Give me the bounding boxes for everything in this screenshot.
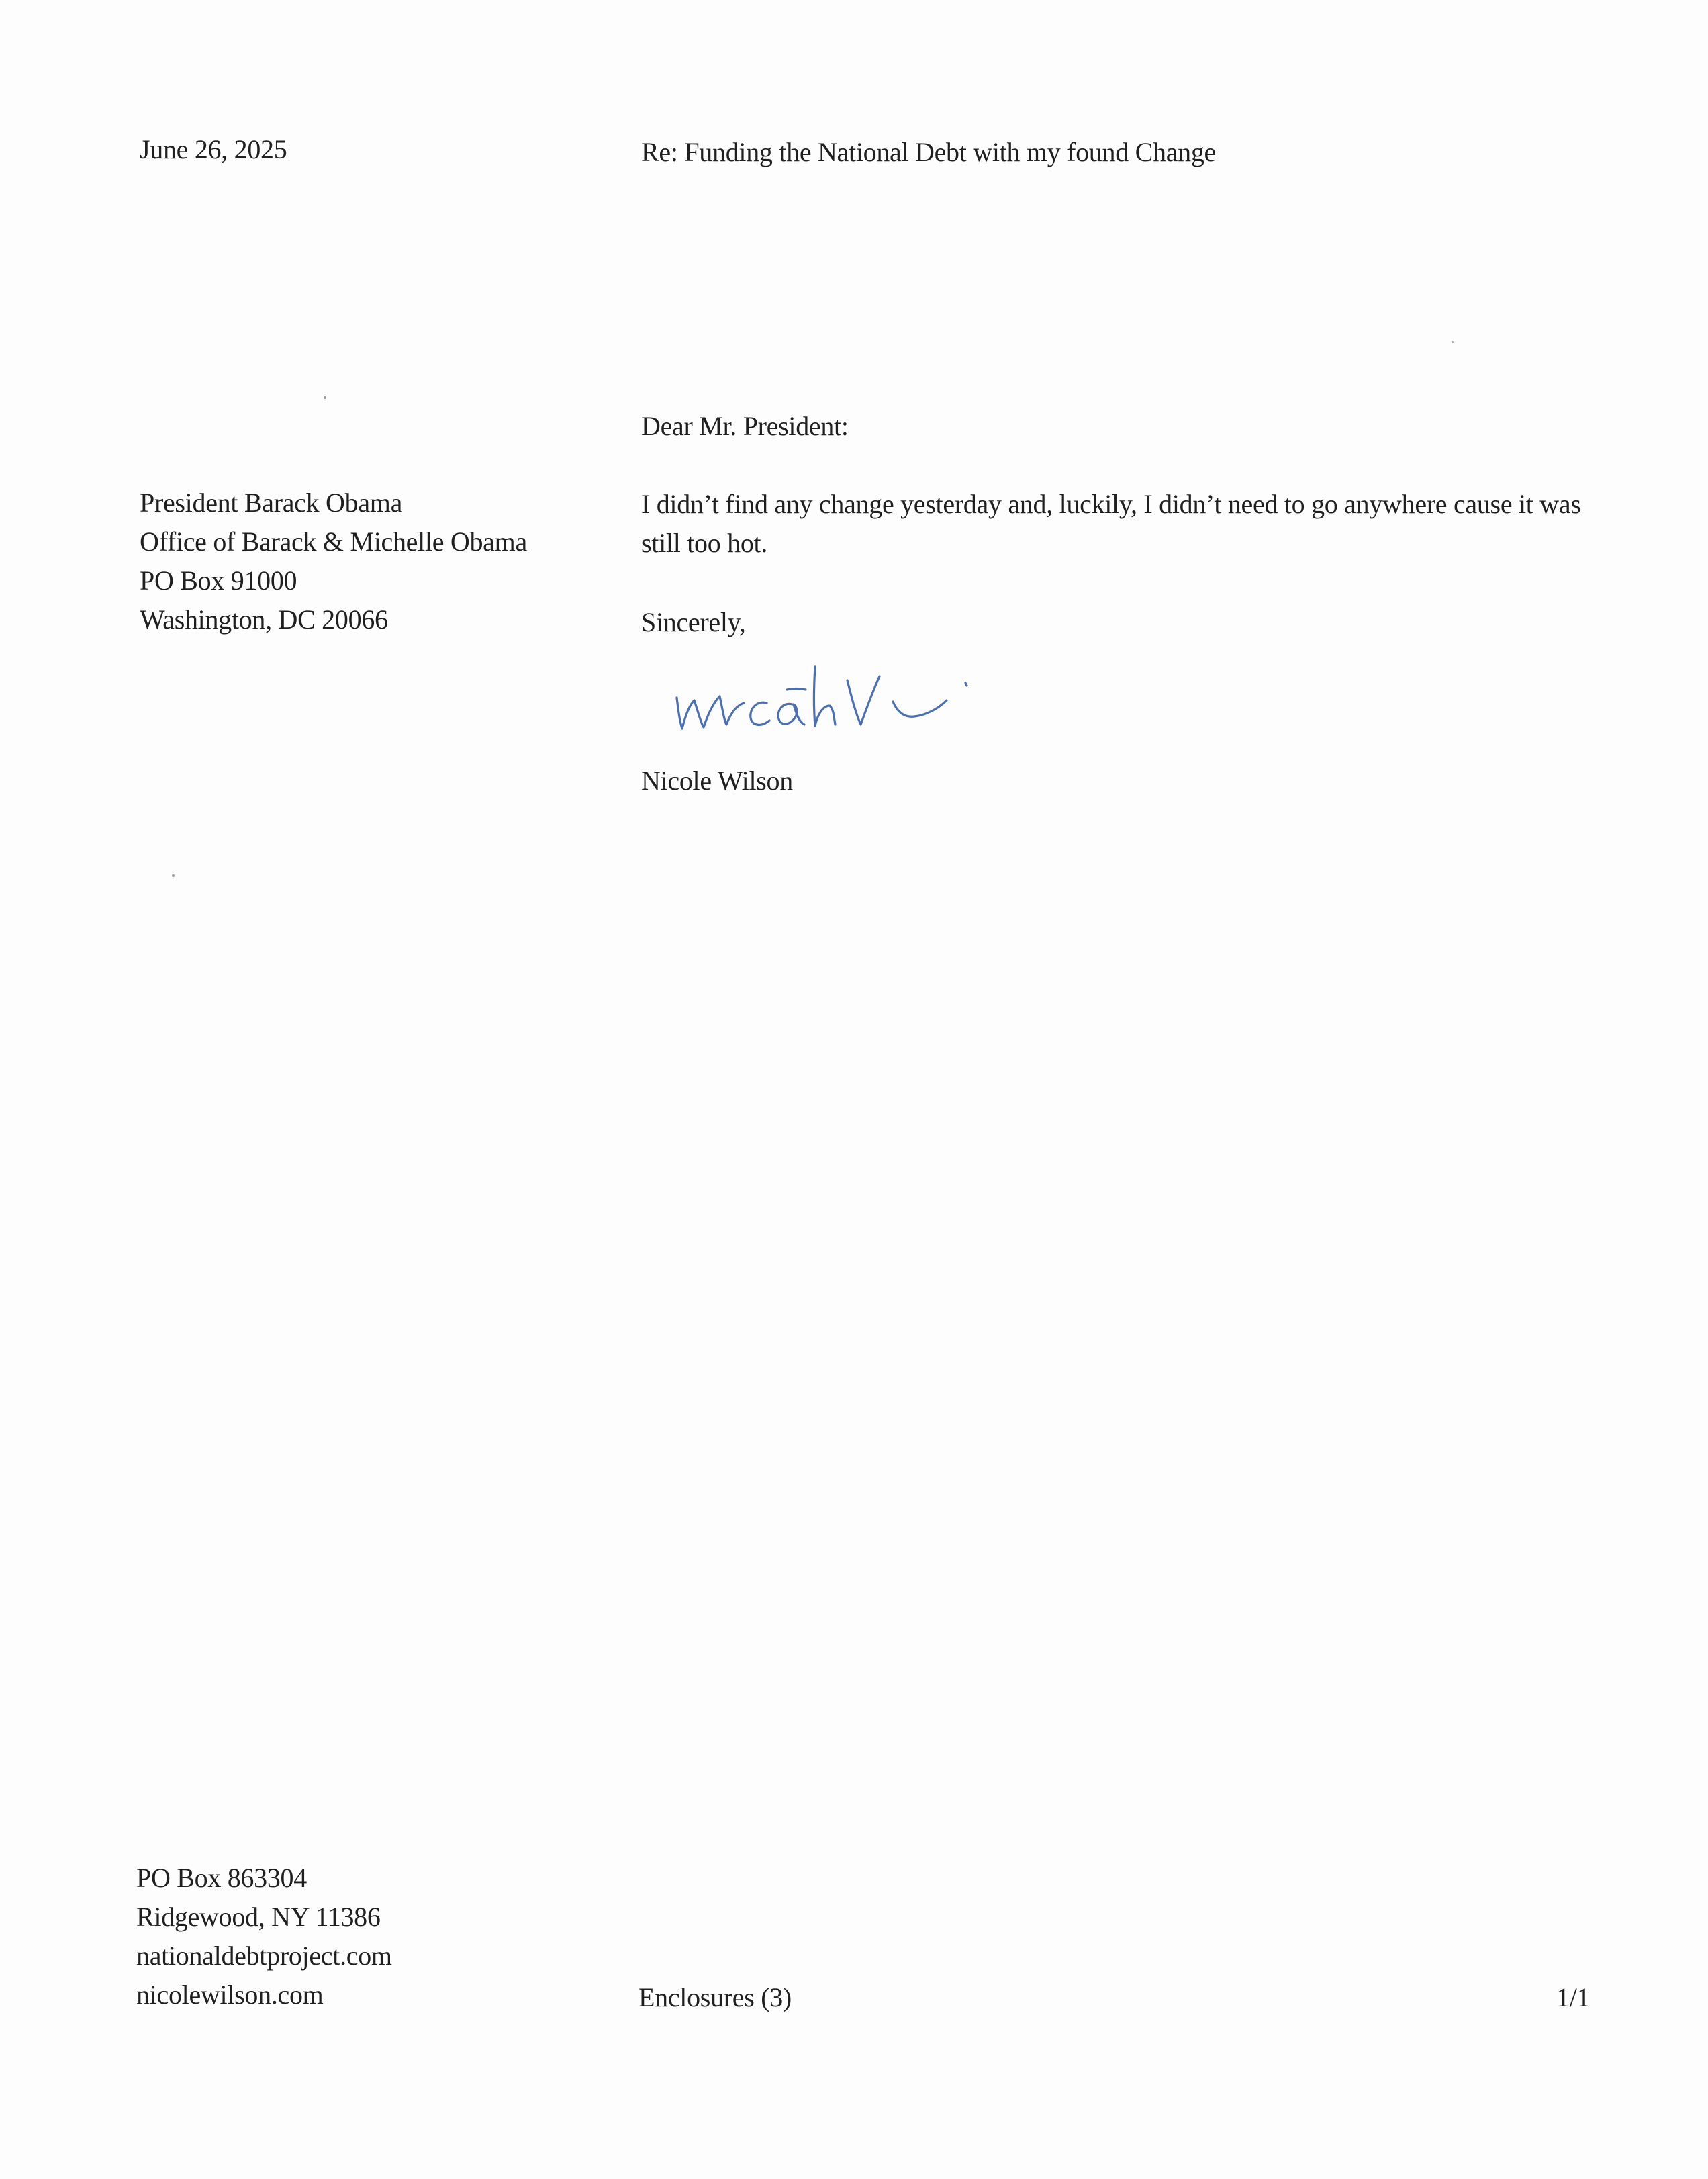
sender-city: Ridgewood, NY 11386 — [136, 1902, 381, 1932]
letter-date: June 26, 2025 — [140, 134, 287, 165]
closing: Sincerely, — [641, 607, 746, 637]
recipient-name: President Barack Obama — [140, 488, 403, 518]
enclosures-note: Enclosures (3) — [638, 1982, 792, 2012]
scan-speck — [172, 874, 175, 877]
sender-address — [136, 1859, 392, 2014]
salutation: Dear Mr. President: — [641, 411, 849, 441]
recipient-po-box: PO Box 91000 — [140, 565, 297, 596]
handwritten-signature — [671, 661, 994, 742]
sender-po-box: PO Box 863304 — [136, 1863, 307, 1893]
signer-name: Nicole Wilson — [641, 766, 793, 796]
scan-speck — [1452, 341, 1454, 343]
recipient-office: Office of Barack & Michelle Obama — [140, 526, 527, 557]
letter-body: I didn’t find any change yesterday and, luckily, I didn’t need to go anywhere cause it was still too hot. — [641, 489, 1581, 558]
recipient-city: Washington, DC 20066 — [140, 604, 388, 635]
sender-website-personal: nicolewilson.com — [136, 1980, 324, 2010]
page-number: 1/1 — [1556, 1982, 1591, 2012]
recipient-address — [140, 483, 527, 639]
scan-speck — [324, 396, 326, 399]
letter-subject: Re: Funding the National Debt with my found Change — [641, 137, 1216, 167]
sender-website-project: nationaldebtproject.com — [136, 1941, 392, 1971]
